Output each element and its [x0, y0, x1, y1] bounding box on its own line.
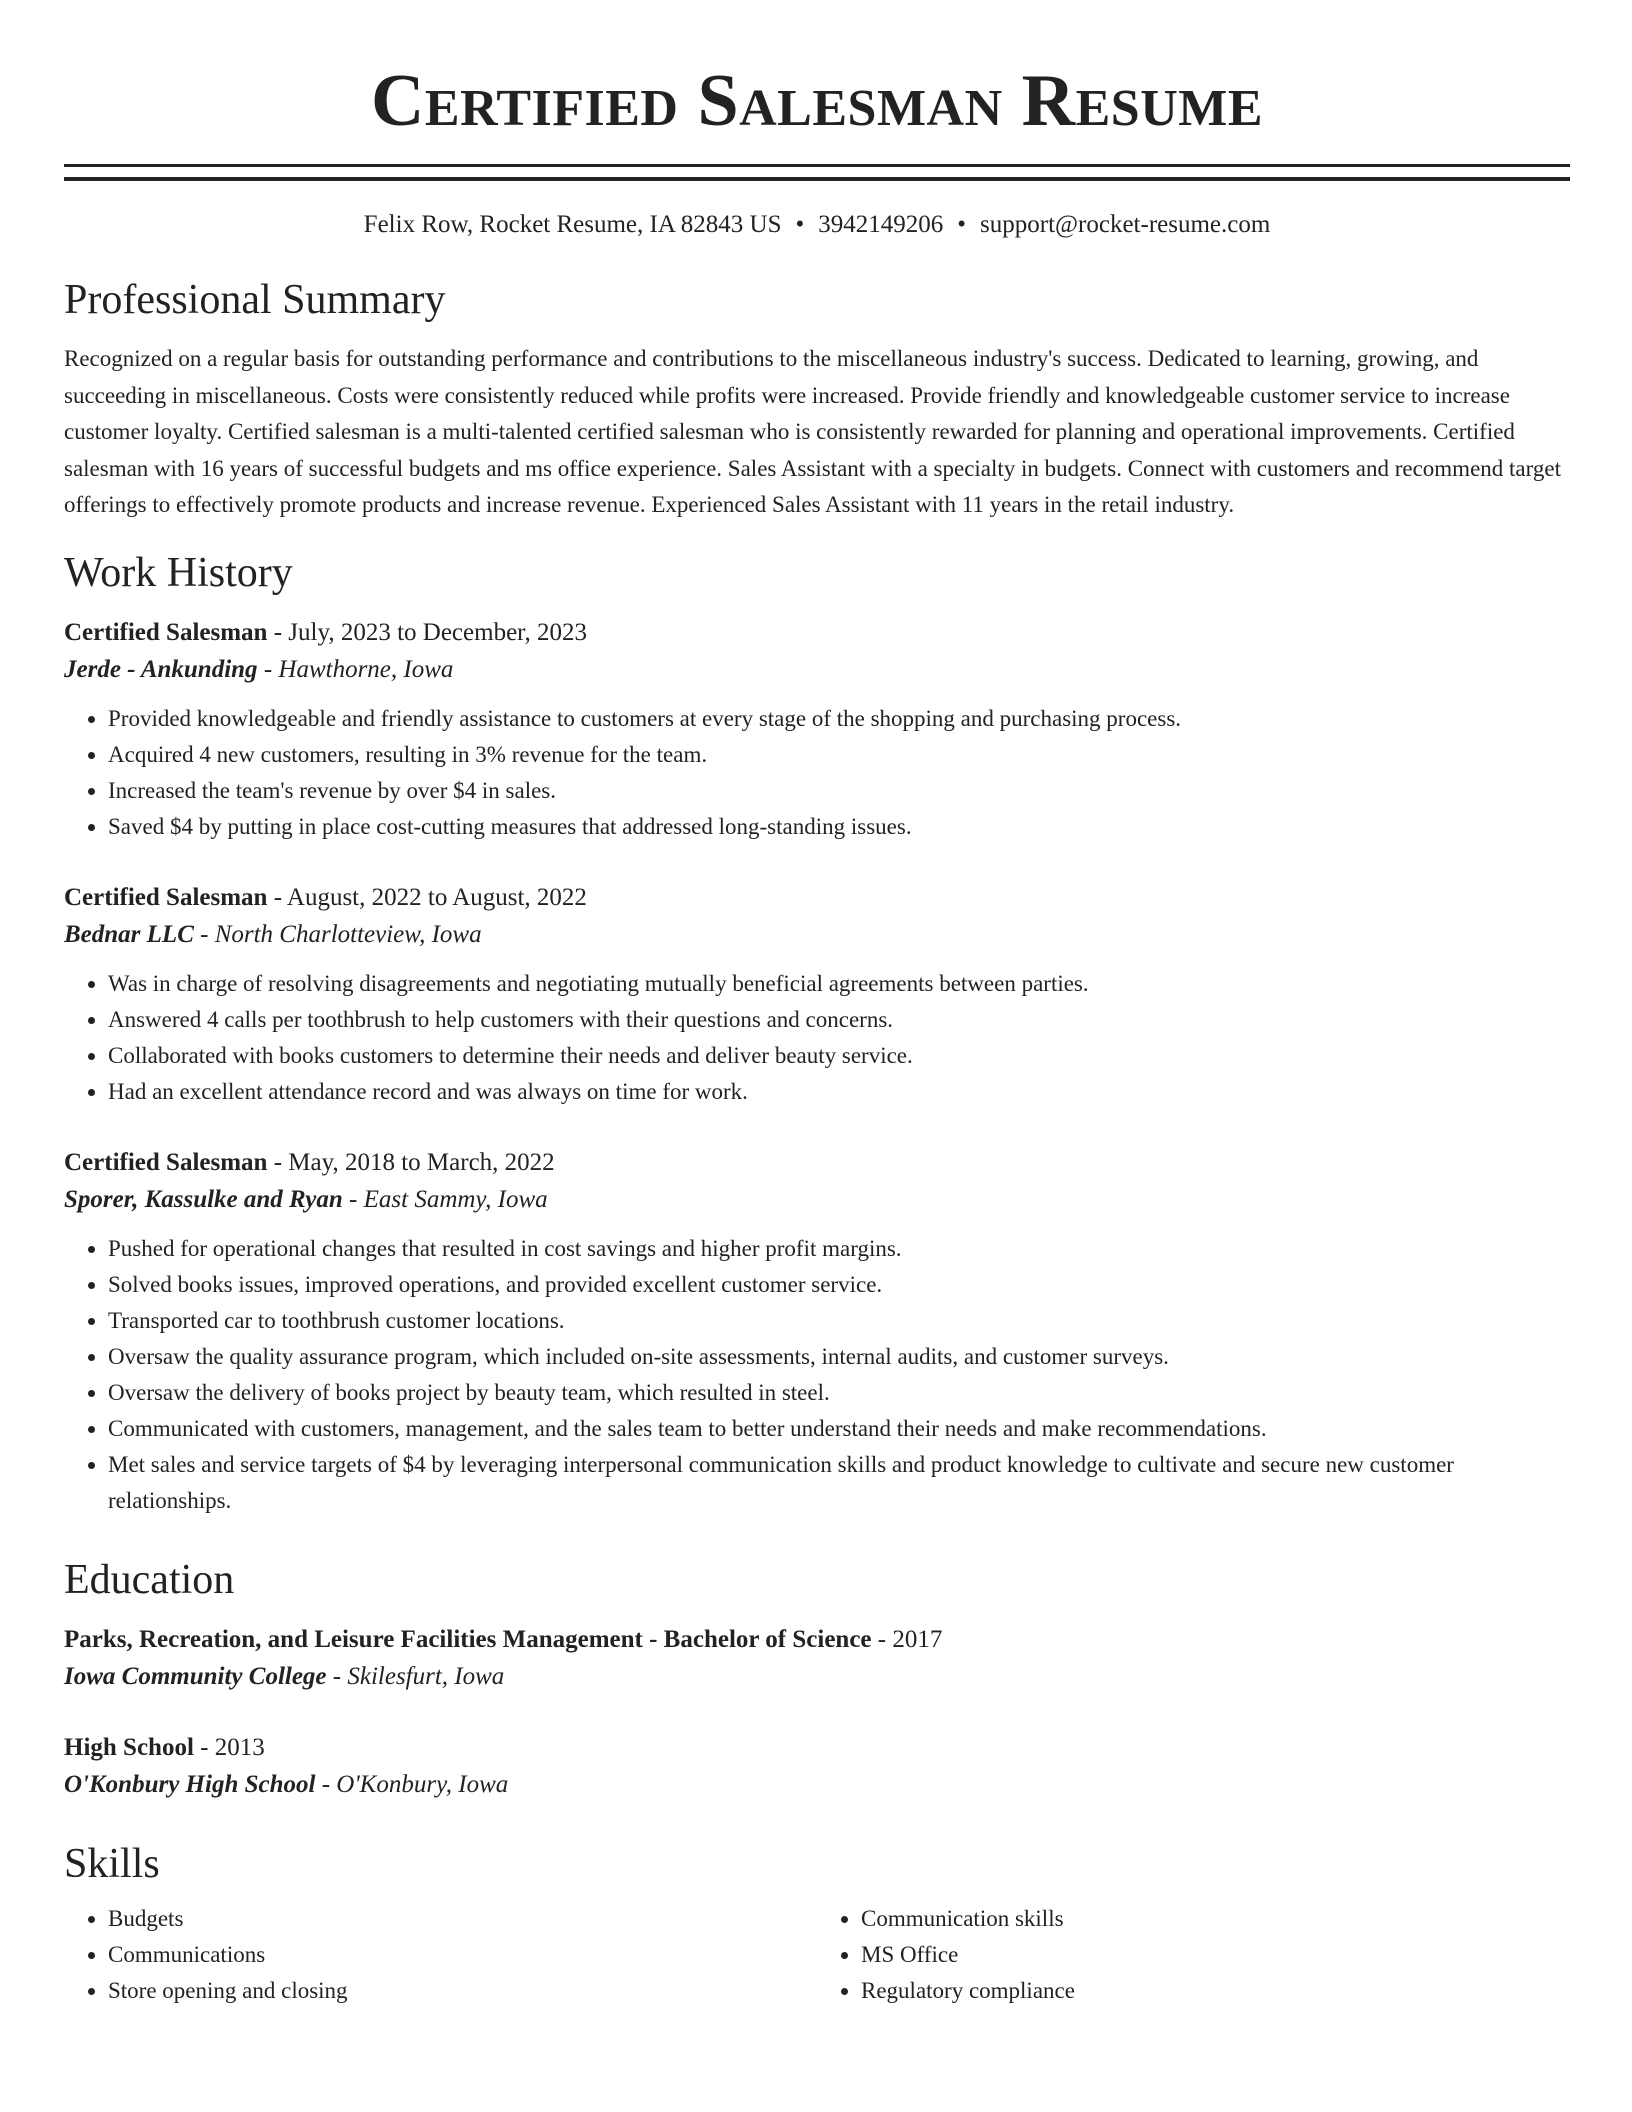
job-dates: - August, 2022 to August, 2022: [267, 883, 587, 911]
job-company-line: [64, 1181, 1570, 1218]
job-bullet: • Was in charge of resolving disagreements and negotiating mutually beneficial agreements between parties.: [108, 966, 1570, 1002]
skill-item: • Communications: [108, 1937, 817, 1973]
skills-heading: Skills: [64, 1840, 160, 1887]
job-bullet: • Met sales and service targets of $4 by leveraging interpersonal communication skills and product knowledge to cultivate and secure new customer relationships.: [108, 1447, 1570, 1519]
summary-heading: Professional Summary: [64, 277, 446, 323]
job-bullet: • Transported car to toothbrush customer locations.: [108, 1303, 1570, 1339]
job-dates: - May, 2018 to March, 2022: [267, 1148, 555, 1176]
education-degree: High School: [64, 1733, 194, 1761]
skill-item: • Store opening and closing: [108, 1973, 817, 2009]
job-entry: [64, 1144, 1570, 1519]
education-degree: Parks, Recreation, and Leisure Facilities Management - Bachelor of Science: [64, 1625, 872, 1653]
education-school: O'Konbury High School: [64, 1770, 316, 1798]
job-location: - East Sammy, Iowa: [342, 1185, 548, 1213]
contact-email: support@rocket-resume.com: [980, 211, 1271, 238]
job-entry: [64, 879, 1570, 1110]
education-degree-line: [64, 1729, 1570, 1766]
education-entry: [64, 1729, 1570, 1803]
skill-item: • Regulatory compliance: [861, 1973, 1570, 2009]
work-history-heading: Work History: [64, 549, 293, 596]
summary-text: Recognized on a regular basis for outstanding performance and contributions to the miscellaneous industry's success. Dedicated to learning, growing, and succeeding in miscellaneous. Costs were consistently reduced while profits were increased. Provide friendly and knowledgeable customer service to increase customer loyalty. Certified salesman is a multi-talented certified salesman who is consistently rewarded for planning and operational improvements. Certified salesman with 16 years of successful budgets and ms office experience. Sales Assistant with a specialty in budgets. Connect with customers and recommend target offerings to effectively promote products and increase revenue. Experienced Sales Assistant with 11 years in the retail industry.: [64, 346, 1561, 517]
job-entry: [64, 614, 1570, 845]
job-bullet: • Oversaw the quality assurance program, which included on-site assessments, internal audits, and customer surveys.: [108, 1339, 1570, 1375]
job-title-line: [64, 1144, 1570, 1181]
skills-grid: [64, 1901, 1570, 2009]
education-entry: [64, 1621, 1570, 1695]
skills-column-left: [64, 1901, 817, 2009]
job-company-line: [64, 916, 1570, 953]
job-bullet: • Communicated with customers, management, and the sales team to better understand their needs and make recommendations.: [108, 1411, 1570, 1447]
job-title-line: [64, 614, 1570, 651]
education-heading: Education: [64, 1556, 235, 1603]
job-dates: - July, 2023 to December, 2023: [267, 618, 587, 646]
title-double-rule: [64, 164, 1570, 181]
skill-item: • Budgets: [108, 1901, 817, 1937]
contact-separator: •: [957, 211, 967, 238]
contact-address: Felix Row, Rocket Resume, IA 82843 US: [363, 211, 782, 238]
education-school: Iowa Community College: [64, 1662, 327, 1690]
contact-line: [64, 209, 1570, 241]
job-bullets: [64, 1231, 1570, 1519]
resume-page: [64, 0, 1570, 2009]
job-bullets: [64, 966, 1570, 1110]
job-bullet: • Had an excellent attendance record and was always on time for work.: [108, 1074, 1570, 1110]
education-school-line: [64, 1658, 1570, 1695]
job-company: Sporer, Kassulke and Ryan: [64, 1185, 343, 1213]
job-location: - North Charlotteview, Iowa: [193, 920, 482, 948]
job-title: Certified Salesman: [64, 1148, 268, 1176]
job-bullets: [64, 701, 1570, 845]
job-bullet: • Pushed for operational changes that resulted in cost savings and higher profit margins.: [108, 1231, 1570, 1267]
contact-phone: 3942149206: [818, 211, 944, 238]
skill-item: • MS Office: [861, 1937, 1570, 1973]
job-company: Jerde - Ankunding: [64, 655, 258, 683]
skills-column-right: [817, 1901, 1570, 2009]
job-bullet: • Increased the team's revenue by over $4 in sales.: [108, 773, 1570, 809]
job-bullet: • Oversaw the delivery of books project by beauty team, which resulted in steel.: [108, 1375, 1570, 1411]
job-bullet: • Acquired 4 new customers, resulting in 3% revenue for the team.: [108, 737, 1570, 773]
job-title: Certified Salesman: [64, 883, 268, 911]
job-bullet: • Saved $4 by putting in place cost-cutting measures that addressed long-standing issues.: [108, 809, 1570, 845]
resume-title: Certified Salesman Resume: [370, 60, 1264, 142]
education-year: - 2013: [193, 1733, 265, 1761]
education-location: - Skilesfurt, Iowa: [326, 1662, 505, 1690]
job-bullet: • Answered 4 calls per toothbrush to help customers with their questions and concerns.: [108, 1002, 1570, 1038]
job-bullet: • Solved books issues, improved operations, and provided excellent customer service.: [108, 1267, 1570, 1303]
contact-separator: •: [795, 211, 805, 238]
education-degree-line: [64, 1621, 1570, 1658]
job-company-line: [64, 651, 1570, 688]
education-school-line: [64, 1766, 1570, 1803]
job-title-line: [64, 879, 1570, 916]
job-bullet: • Collaborated with books customers to determine their needs and deliver beauty service.: [108, 1038, 1570, 1074]
skill-item: • Communication skills: [861, 1901, 1570, 1937]
job-location: - Hawthorne, Iowa: [257, 655, 454, 683]
education-location: - O'Konbury, Iowa: [315, 1770, 509, 1798]
job-bullet: • Provided knowledgeable and friendly assistance to customers at every stage of the shopping and purchasing process.: [108, 701, 1570, 737]
job-title: Certified Salesman: [64, 618, 268, 646]
education-year: - 2017: [871, 1625, 943, 1653]
job-company: Bednar LLC: [64, 920, 194, 948]
